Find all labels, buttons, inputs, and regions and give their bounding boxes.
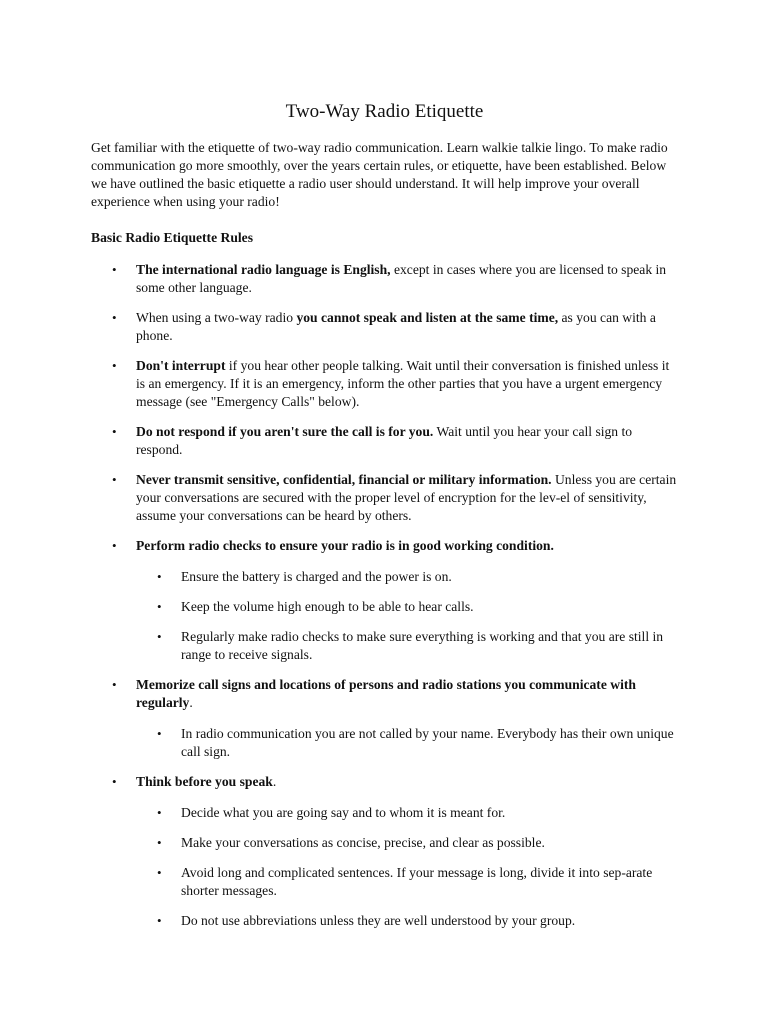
bullet-icon: • <box>112 774 117 789</box>
sub-item <box>136 912 678 930</box>
bullet-icon: • <box>112 358 117 373</box>
sub-item <box>136 568 678 586</box>
sub-list <box>136 568 678 664</box>
rules-list <box>91 261 678 930</box>
sub-item-text: Avoid long and complicated sentences. If your message is long, divide it into sep-arate shorter messages. <box>181 865 653 898</box>
rule-item <box>91 471 678 525</box>
bullet-icon: • <box>157 865 162 880</box>
rule-text: as you can with a phone. <box>136 310 656 343</box>
rule-text: . <box>272 774 277 789</box>
sub-item-text: Regularly make radio checks to make sure everything is working and that you are still in range to receive signals. <box>181 629 664 662</box>
bullet-icon: • <box>157 805 162 820</box>
intro-paragraph: Get familiar with the etiquette of two-way radio communication. Learn walkie talkie lingo. To make radio communication go more smoothly, over the years certain rules, or etiquette, have been established. Below we have outlined the basic etiquette a radio user should understand. It will help improve your overall experience when using your radio! <box>91 140 668 209</box>
rule-text: Wait until you hear your call sign to respond. <box>136 424 633 457</box>
bullet-icon: • <box>157 913 162 928</box>
sub-item <box>136 628 678 664</box>
bullet-icon: • <box>157 569 162 584</box>
rule-text: except in cases where you are licensed to speak in some other language. <box>136 262 667 295</box>
sub-list <box>136 725 678 761</box>
sub-item <box>136 725 678 761</box>
rule-lead: When using a two-way radio <box>136 310 297 325</box>
section-heading: Basic Radio Etiquette Rules <box>91 230 253 245</box>
rule-text: if you hear other people talking. Wait until their conversation is finished unless it is an emergency. If it is an emergency, inform the other parties that you have a urgent emergency message (see "Emergency Calls" below). <box>136 358 670 409</box>
sub-item <box>136 834 678 852</box>
sub-item <box>136 804 678 822</box>
sub-item-text: Ensure the battery is charged and the power is on. <box>181 569 452 584</box>
rule-item <box>91 309 678 345</box>
bullet-icon: • <box>157 629 162 644</box>
rule-bold-lead: Never transmit sensitive, confidential, financial or military information. <box>136 472 552 487</box>
bullet-icon: • <box>157 599 162 614</box>
sub-item-text: Decide what you are going say and to whom it is meant for. <box>181 805 506 820</box>
sub-item-text: In radio communication you are not called by your name. Everybody has their own unique call sign. <box>181 726 674 759</box>
sub-item-text: Make your conversations as concise, precise, and clear as possible. <box>181 835 545 850</box>
rule-item <box>91 357 678 411</box>
rule-item <box>91 261 678 297</box>
bullet-icon: • <box>112 262 117 277</box>
rule-bold-mid: you cannot speak and listen at the same time, <box>296 310 559 325</box>
rule-item <box>91 676 678 761</box>
bullet-icon: • <box>112 472 117 487</box>
rule-bold-lead: Perform radio checks to ensure your radio is in good working condition. <box>136 538 554 553</box>
sub-list <box>136 804 678 930</box>
page-title: Two-Way Radio Etiquette <box>285 101 484 122</box>
sub-item-text: Keep the volume high enough to be able to hear calls. <box>181 599 474 614</box>
rule-bold-lead: Don't interrupt <box>136 358 226 373</box>
bullet-icon: • <box>112 310 117 325</box>
bullet-icon: • <box>112 677 117 692</box>
rule-item <box>91 537 678 664</box>
bullet-icon: • <box>112 538 117 553</box>
rule-text: Unless you are certain your conversations are secured with the proper level of encryption for the lev-el of sensitivity, assume your conversations can be heard by others. <box>136 472 677 523</box>
sub-item <box>136 864 678 900</box>
rule-bold-lead: Do not respond if you aren't sure the call is for you. <box>136 424 434 439</box>
sub-item-text: Do not use abbreviations unless they are well understood by your group. <box>181 913 576 928</box>
bullet-icon: • <box>157 726 162 741</box>
rule-text: . <box>189 695 193 710</box>
sub-item <box>136 598 678 616</box>
rule-item <box>91 423 678 459</box>
rule-bold-lead: The international radio language is English, <box>136 262 391 277</box>
rule-bold-lead: Think before you speak <box>136 774 273 789</box>
bullet-icon: • <box>112 424 117 439</box>
rule-item <box>91 773 678 930</box>
bullet-icon: • <box>157 835 162 850</box>
rule-bold-lead: Memorize call signs and locations of persons and radio stations you communicate with regularly <box>136 677 636 710</box>
